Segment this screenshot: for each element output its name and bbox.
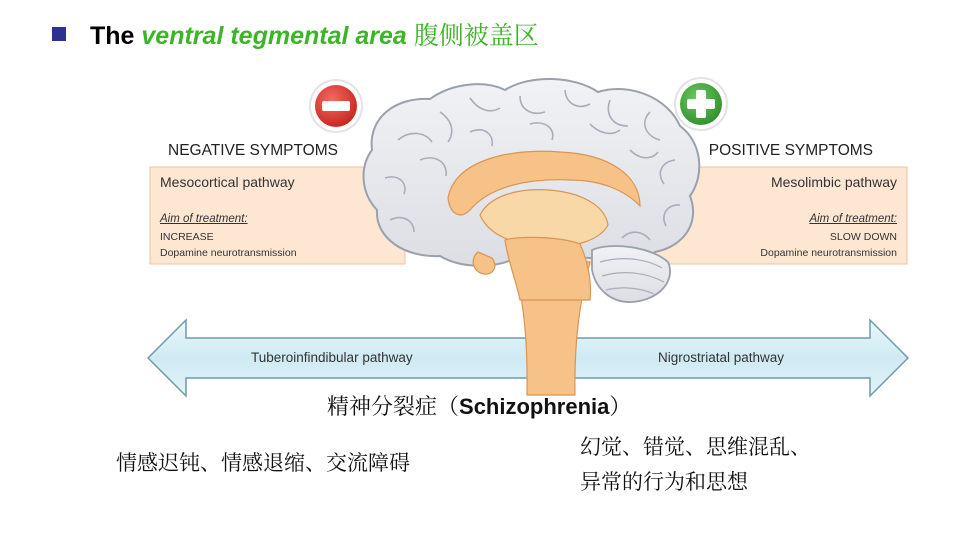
title-highlight: ventral tegmental area — [141, 22, 407, 50]
caption-close: ） — [609, 395, 632, 420]
mesocortical-pathway-label: Mesocortical pathway — [160, 174, 295, 190]
positive-description-line1: 幻觉、错觉、思维混乱、 — [580, 435, 811, 459]
negative-symptoms-heading: NEGATIVE SYMPTOMS — [168, 142, 338, 159]
nigrostriatal-pathway-label: Nigrostriatal pathway — [658, 350, 785, 365]
right-aim-action: SLOW DOWN — [829, 231, 897, 243]
left-aim-action: INCREASE — [160, 231, 214, 243]
minus-circle-icon — [310, 80, 362, 132]
mesolimbic-pathway-label: Mesolimbic pathway — [770, 174, 897, 190]
tuberoinfundibular-pathway-label: Tuberoinfindibular pathway — [251, 350, 413, 365]
right-aim-target: Dopamine neurotransmission — [760, 247, 897, 259]
cerebellum — [592, 246, 670, 302]
positive-description-line2: 异常的行为和思想 — [580, 470, 748, 494]
caption-chinese: 精神分裂症（ — [327, 395, 460, 420]
plus-circle-icon — [675, 78, 727, 130]
left-aim-target: Dopamine neurotransmission — [160, 247, 297, 259]
title-chinese: 腹侧被盖区 — [413, 21, 539, 50]
caption-english: Schizophrenia — [459, 394, 610, 419]
midbrain — [505, 237, 591, 300]
right-aim-label: Aim of treatment: — [809, 213, 897, 225]
negative-symptoms-description: 情感迟钝、情感退缩、交流障碍 — [116, 451, 410, 475]
positive-symptoms-description — [580, 430, 811, 500]
schizophrenia-caption — [327, 390, 631, 421]
left-aim-label: Aim of treatment: — [160, 213, 248, 225]
title-prefix: The — [90, 22, 135, 50]
positive-symptoms-heading: POSITIVE SYMPTOMS — [708, 142, 873, 159]
